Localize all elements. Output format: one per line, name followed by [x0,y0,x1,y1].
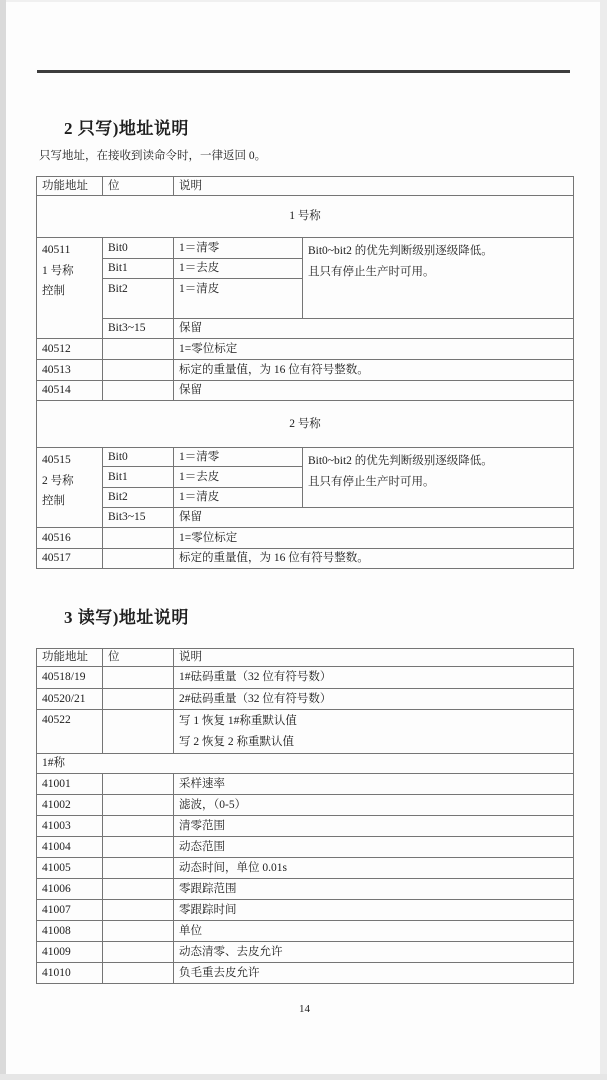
address-cell: 40514 [37,381,103,401]
bit-cell-empty [103,900,174,921]
description-cell: 负毛重去皮允许 [174,963,574,984]
address-cell: 41006 [37,879,103,900]
bit-cell: Bit1 [103,467,174,488]
address-line: 1 号称 [42,264,74,277]
header-cell-address: 功能地址 [37,177,103,196]
address-line: 控制 [42,495,65,507]
table-row [37,238,574,259]
write-only-intro-text: 只写地址，在接收到读命令时，一律返回 0。 [39,150,267,162]
bit-cell: Bit0 [103,448,174,467]
group-section-label: 1#称 [37,754,574,774]
bit-cell-empty [103,710,174,754]
bit-cell: Bit1 [103,259,174,279]
bit-value-cell: 1＝清零 [174,238,303,259]
description-cell: 动态时间，单位 0.01s [174,858,574,879]
bit-cell: Bit2 [103,488,174,508]
viewer-edge-top [0,0,607,2]
table-row [37,837,574,858]
table-row [37,360,574,381]
scale2-section-row [37,401,574,448]
address-cell: 40517 [37,549,103,569]
bit-cell-empty [103,879,174,900]
scale1-control-note-cell [303,238,574,319]
table-header-row [37,649,574,667]
read-write-address-table [36,648,574,984]
bit-value-cell: 1＝去皮 [174,259,303,279]
description-cell: 单位 [174,921,574,942]
viewer-edge-bottom [0,1074,607,1080]
header-cell-description: 说明 [174,649,574,667]
address-cell: 40520/21 [37,689,103,710]
description-cell: 保留 [174,381,574,401]
bit-value-cell: 1＝清零 [174,448,303,467]
description-cell: 保留 [174,319,574,339]
bit-cell: Bit3~15 [103,319,174,339]
description-cell: 清零范围 [174,816,574,837]
note-line: 且只有停止生产时可用。 [308,476,435,488]
bit-cell: Bit0 [103,238,174,259]
header-cell-description: 说明 [174,177,574,196]
description-cell: 保留 [174,508,574,528]
address-line: 2 号称 [42,474,74,487]
table-row [37,795,574,816]
table-row [37,921,574,942]
address-cell: 41007 [37,900,103,921]
group-section-row [37,754,574,774]
table-row [37,942,574,963]
scale1-section-label: 1 号称 [37,196,574,238]
address-cell: 41001 [37,774,103,795]
table-row [37,448,574,467]
header-rule [37,70,570,73]
address-cell: 41003 [37,816,103,837]
table-row [37,508,574,528]
bit-cell-empty [103,549,174,569]
table-row [37,963,574,984]
description-cell: 滤波，（0-5） [174,795,574,816]
scale2-section-label: 2 号称 [37,401,574,448]
bit-cell-empty [103,858,174,879]
description-cell: 零跟踪范围 [174,879,574,900]
bit-cell-empty [103,339,174,360]
header-cell-bit: 位 [103,649,174,667]
bit-cell-empty [103,689,174,710]
address-cell: 41002 [37,795,103,816]
bit-cell-empty [103,921,174,942]
scale2-control-note-cell [303,448,574,508]
table-row [37,879,574,900]
bit-cell-empty [103,942,174,963]
description-line: 写 1 恢复 1#称重默认值 [179,715,297,727]
page-number: 14 [299,1003,310,1015]
note-line: Bit0~bit2 的优先判断级别逐级降低。 [308,455,493,467]
address-cell: 40512 [37,339,103,360]
description-cell: 零跟踪时间 [174,900,574,921]
scale1-section-row [37,196,574,238]
table-row [37,319,574,339]
note-line: 且只有停止生产时可用。 [308,266,435,278]
address-cell: 40518/19 [37,667,103,689]
address-line: 40511 [42,244,71,256]
bit-cell-empty [103,816,174,837]
bit-cell: Bit3~15 [103,508,174,528]
bit-cell-empty [103,667,174,689]
note-line: Bit0~bit2 的优先判断级别逐级降低。 [308,245,493,257]
bit-cell-empty [103,528,174,549]
description-cell: 1=零位标定 [174,528,574,549]
header-cell-address: 功能地址 [37,649,103,667]
bit-cell-empty [103,360,174,381]
table-row [37,549,574,569]
bit-cell-empty [103,774,174,795]
table-row [37,667,574,689]
table-row [37,528,574,549]
description-cell: 1=零位标定 [174,339,574,360]
bit-cell-empty [103,837,174,858]
table-row [37,816,574,837]
description-cell: 1#砝码重量（32 位有符号数） [174,667,574,689]
table-row [37,689,574,710]
table-header-row [37,177,574,196]
bit-cell: Bit2 [103,279,174,319]
bit-cell-empty [103,381,174,401]
address-cell: 41008 [37,921,103,942]
table-row [37,900,574,921]
scale2-control-address-cell [37,448,103,528]
description-cell: 标定的重量值，为 16 位有符号整数。 [174,360,574,381]
bit-value-cell: 1＝清皮 [174,279,303,319]
address-cell: 41009 [37,942,103,963]
description-line: 写 2 恢复 2 称重默认值 [179,736,294,748]
table-row [37,710,574,754]
description-cell: 标定的重量值，为 16 位有符号整数。 [174,549,574,569]
address-cell: 41004 [37,837,103,858]
scale1-control-address-cell [37,238,103,339]
address-line: 控制 [42,285,65,297]
section-write-only-heading: 2 只写)地址说明 [64,119,189,138]
description-cell: 2#砝码重量（32 位有符号数） [174,689,574,710]
address-cell: 40522 [37,710,103,754]
section-read-write-heading: 3 读写)地址说明 [64,608,189,627]
viewer-edge-right [600,0,607,1080]
address-cell: 41005 [37,858,103,879]
table-row [37,858,574,879]
table-row [37,339,574,360]
write-only-address-table [36,176,574,569]
bit-value-cell: 1＝清皮 [174,488,303,508]
header-cell-bit: 位 [103,177,174,196]
address-cell: 40516 [37,528,103,549]
address-cell: 40513 [37,360,103,381]
table-row [37,381,574,401]
viewer-edge-left [0,0,6,1080]
bit-value-cell: 1＝去皮 [174,467,303,488]
table-row [37,774,574,795]
description-cell: 动态范围 [174,837,574,858]
description-cell: 动态清零、去皮允许 [174,942,574,963]
description-cell [174,710,574,754]
description-cell: 采样速率 [174,774,574,795]
address-line: 40515 [42,454,71,466]
address-cell: 41010 [37,963,103,984]
bit-cell-empty [103,795,174,816]
bit-cell-empty [103,963,174,984]
